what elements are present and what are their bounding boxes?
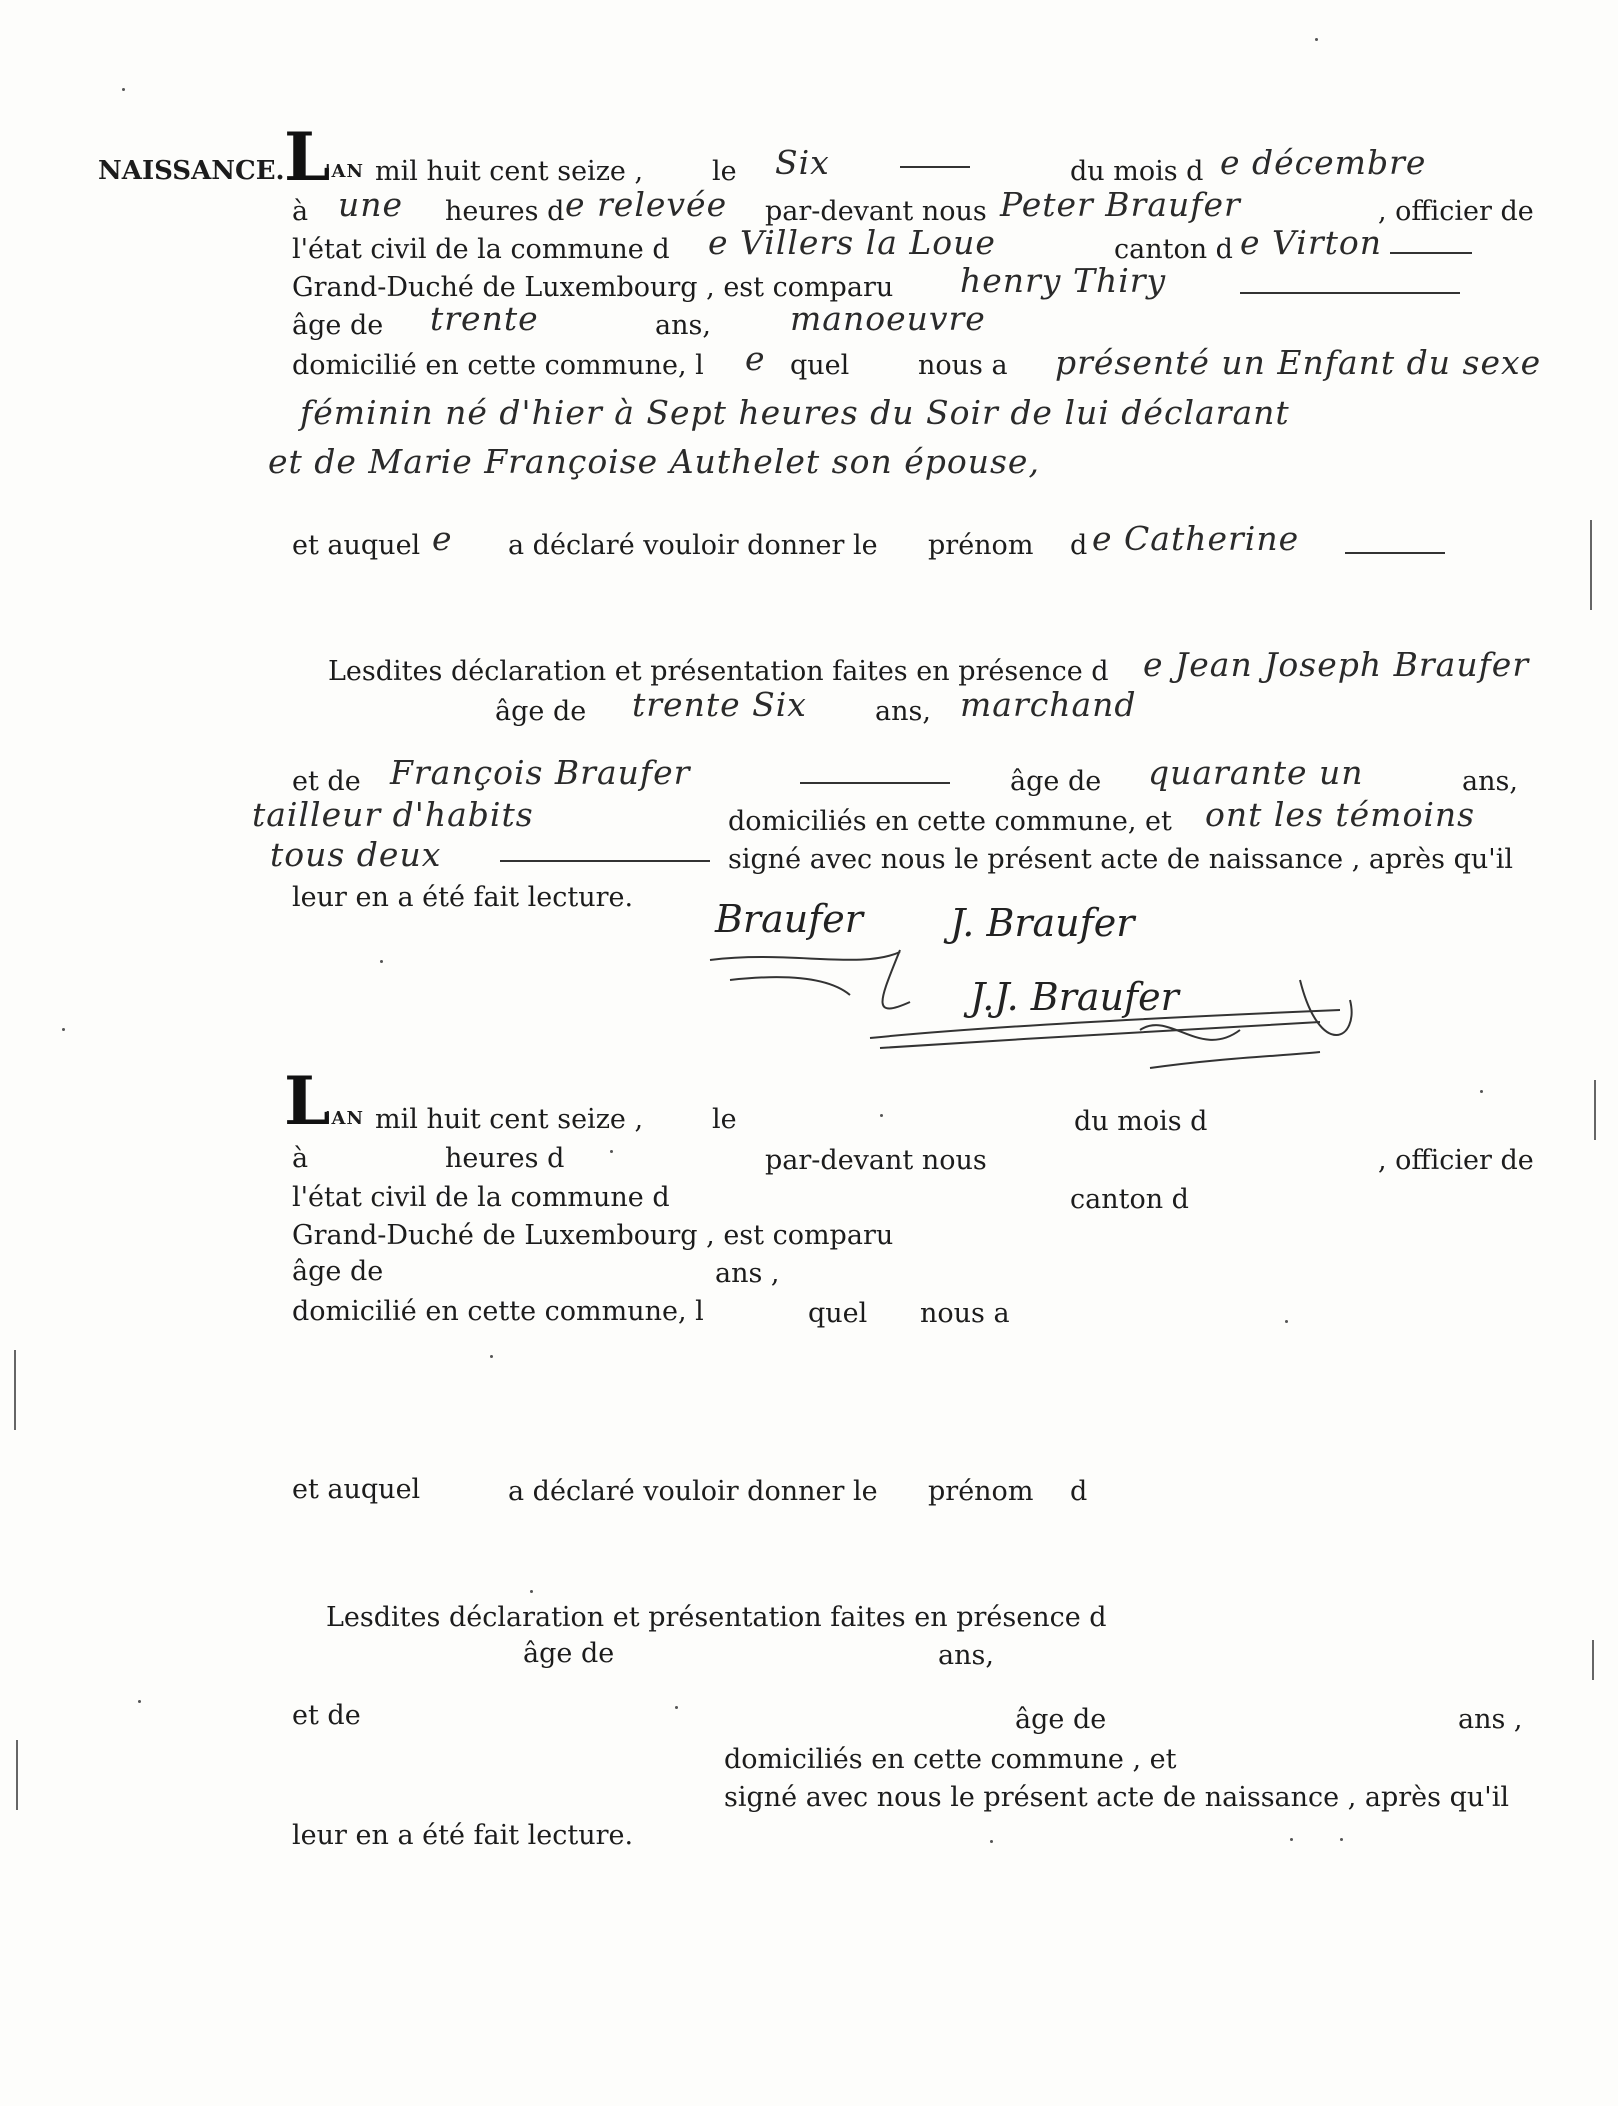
a-declare-text: a déclaré vouloir donner le bbox=[508, 530, 878, 561]
age-de-w2-text: âge de bbox=[1015, 1704, 1107, 1735]
age-de-text: âge de bbox=[292, 310, 384, 341]
a-text: à bbox=[292, 196, 309, 227]
du-mois-text: du mois d bbox=[1074, 1106, 1208, 1137]
nous-a-text: nous a bbox=[918, 350, 1008, 381]
hw-witness-1: e Jean Joseph Braufer bbox=[1143, 645, 1530, 684]
lesdites-text: Lesdites déclaration et présentation faites en présence d bbox=[326, 1602, 1107, 1633]
year-text: mil huit cent seize , bbox=[375, 156, 644, 187]
ans-text: ans , bbox=[715, 1258, 780, 1289]
age-de-w1-text: âge de bbox=[495, 696, 587, 727]
hw-text-line-1: présenté un Enfant du sexe bbox=[1055, 343, 1542, 382]
hw-e-quel: e bbox=[745, 339, 766, 378]
domicilies-text: domiciliés en cette commune, et bbox=[728, 806, 1172, 837]
grand-duche-text: Grand-Duché de Luxembourg , est comparu bbox=[292, 272, 894, 303]
hw-text-line-2: féminin né d'hier à Sept heures du Soir de lui déclarant bbox=[300, 393, 1290, 432]
domicilie-text: domicilié en cette commune, l bbox=[292, 350, 704, 381]
quel-text: quel bbox=[790, 350, 850, 381]
ans-text: ans, bbox=[655, 310, 711, 341]
et-de-text: et de bbox=[292, 766, 361, 797]
an-small-caps: 'AN bbox=[325, 161, 364, 182]
canton-text: canton d bbox=[1070, 1184, 1189, 1215]
fill-dash bbox=[800, 782, 950, 784]
fill-dash bbox=[900, 166, 970, 168]
officier-text: , officier de bbox=[1378, 196, 1534, 227]
fill-dash bbox=[1240, 292, 1460, 294]
drop-cap: L bbox=[284, 118, 331, 196]
domicilie-text: domicilié en cette commune, l bbox=[292, 1296, 704, 1327]
hw-officer: Peter Braufer bbox=[1000, 185, 1241, 224]
hw-hour-word: e relevée bbox=[565, 185, 728, 224]
hw-prenom: e Catherine bbox=[1092, 519, 1300, 558]
hw-hour-number: une bbox=[338, 185, 404, 224]
hw-tous-deux: tous deux bbox=[270, 835, 442, 874]
hw-canton: e Virton bbox=[1240, 223, 1382, 262]
hw-ont-temoins: ont les témoins bbox=[1205, 795, 1476, 834]
record-type-label: NAISSANCE. bbox=[98, 156, 285, 186]
nous-a-text: nous a bbox=[920, 1298, 1010, 1329]
ans-w1-text: ans, bbox=[938, 1640, 994, 1671]
hw-age: trente bbox=[430, 299, 539, 338]
hw-auquel-e: e bbox=[432, 519, 453, 558]
officier-text: , officier de bbox=[1378, 1145, 1534, 1176]
le-text: le bbox=[712, 156, 737, 187]
hw-day: Six bbox=[775, 143, 830, 182]
drop-cap: L bbox=[284, 1062, 331, 1140]
lecture-text: leur en a été fait lecture. bbox=[292, 1820, 634, 1851]
hw-commune: e Villers la Loue bbox=[708, 223, 996, 262]
age-de-w2-text: âge de bbox=[1010, 766, 1102, 797]
du-mois-text: du mois d bbox=[1070, 156, 1204, 187]
hw-age-w2: quarante un bbox=[1148, 753, 1364, 792]
hw-profession-w1: marchand bbox=[960, 685, 1137, 724]
ans-w2-text: ans , bbox=[1458, 1704, 1523, 1735]
le-text: le bbox=[712, 1104, 737, 1135]
prenom-text: prénom bbox=[928, 1476, 1034, 1507]
hw-age-w1: trente Six bbox=[632, 685, 807, 724]
lesdites-text: Lesdites déclaration et présentation faites en présence d bbox=[328, 656, 1109, 687]
etat-civil-text: l'état civil de la commune d bbox=[292, 1182, 670, 1213]
fill-dash bbox=[1390, 252, 1472, 254]
grand-duche-text: Grand-Duché de Luxembourg , est comparu bbox=[292, 1220, 894, 1251]
signature-flourish bbox=[700, 940, 1530, 1080]
signature-2: J. Braufer bbox=[950, 901, 1135, 945]
heures-text: heures d bbox=[445, 1143, 565, 1174]
year-text: mil huit cent seize , bbox=[375, 1104, 644, 1135]
par-devant-text: par-devant nous bbox=[765, 1145, 987, 1176]
prenom-text: prénom bbox=[928, 530, 1034, 561]
d-text: d bbox=[1070, 1476, 1088, 1507]
signe-text: signé avec nous le présent acte de naissance , après qu'il bbox=[724, 1782, 1509, 1813]
age-de-text: âge de bbox=[292, 1256, 384, 1287]
hw-witness-2: François Braufer bbox=[390, 753, 691, 792]
par-devant-text: par-devant nous bbox=[765, 196, 987, 227]
d-text: d bbox=[1070, 530, 1088, 561]
domicilies-text: domiciliés en cette commune , et bbox=[724, 1744, 1177, 1775]
signature-3: J.J. Braufer bbox=[970, 975, 1179, 1019]
et-auquel-text: et auquel bbox=[292, 530, 421, 561]
ans-w1-text: ans, bbox=[875, 696, 931, 727]
hw-profession-w2: tailleur d'habits bbox=[252, 795, 534, 834]
heures-text: heures d bbox=[445, 196, 565, 227]
et-auquel-text: et auquel bbox=[292, 1474, 421, 1505]
fill-dash bbox=[500, 860, 710, 862]
hw-comparant: henry Thiry bbox=[960, 261, 1167, 300]
hw-month: e décembre bbox=[1220, 143, 1427, 182]
a-text: à bbox=[292, 1143, 309, 1174]
ans-w2-text: ans, bbox=[1462, 766, 1518, 797]
signature-1: Braufer bbox=[715, 897, 863, 941]
hw-text-line-3: et de Marie Françoise Authelet son épouse, bbox=[268, 442, 1040, 481]
an-small-caps: 'AN bbox=[325, 1108, 364, 1129]
age-de-w1-text: âge de bbox=[523, 1638, 615, 1669]
etat-civil-text: l'état civil de la commune d bbox=[292, 234, 670, 265]
lecture-text: leur en a été fait lecture. bbox=[292, 882, 634, 913]
fill-dash bbox=[1345, 552, 1445, 554]
quel-text: quel bbox=[808, 1298, 868, 1329]
signe-text: signé avec nous le présent acte de naissance , après qu'il bbox=[728, 844, 1513, 875]
canton-text: canton d bbox=[1114, 234, 1233, 265]
a-declare-text: a déclaré vouloir donner le bbox=[508, 1476, 878, 1507]
et-de-text: et de bbox=[292, 1700, 361, 1731]
hw-profession: manoeuvre bbox=[790, 299, 986, 338]
